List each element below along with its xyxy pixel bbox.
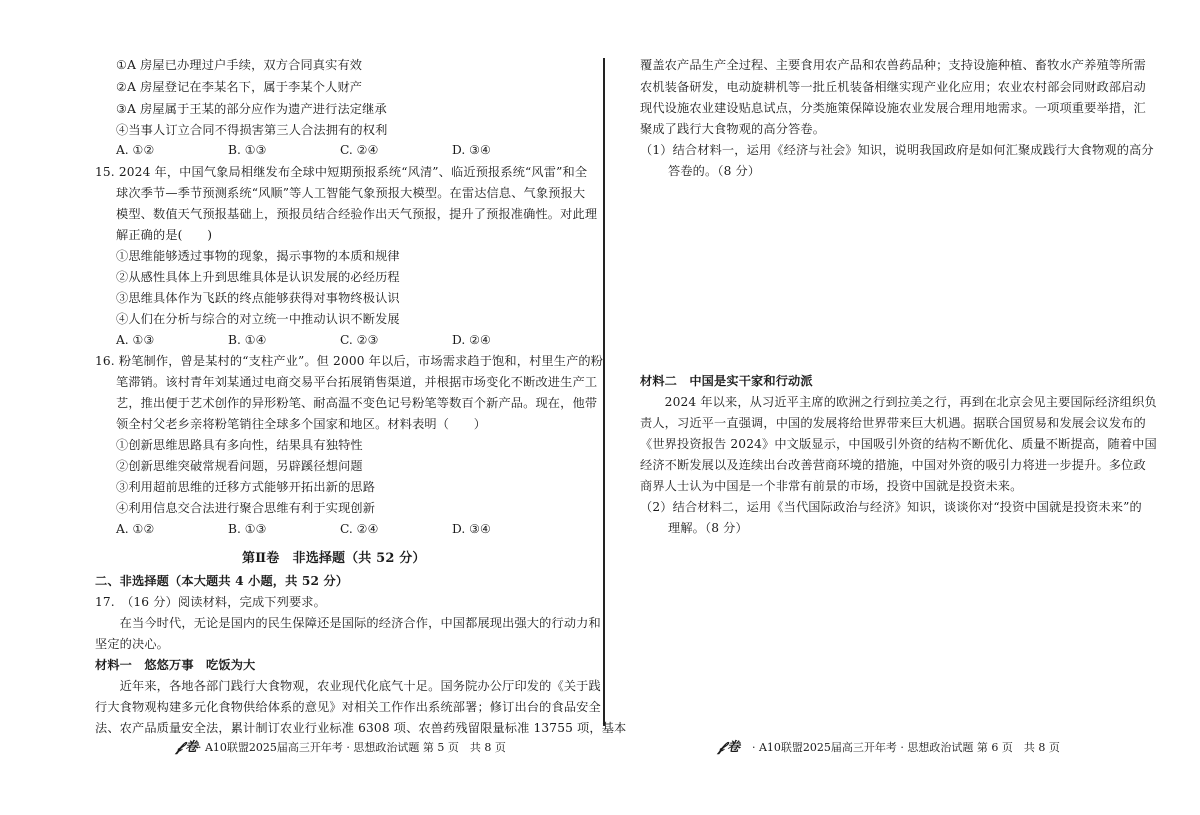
page-footer: · A10联盟2025届高三开年考 · 思想政治试题 第 5 页 共 8 页 xyxy=(198,741,506,754)
subquestion-2-line-2: 理解。（8 分） xyxy=(668,521,748,535)
q14-option-3: ③A 房屋属于王某的部分应作为遗产进行法定继承 xyxy=(116,102,387,116)
q15-choice-a: A. ①③ xyxy=(116,333,155,347)
q16-stem-line-2: 笔滞销。该村青年刘某通过电商交易平台拓展销售渠道，并根据市场变化不断改进生产工 xyxy=(116,375,598,389)
q15-stem-line-1: 15. 2024 年，中国气象局相继发布全球中短期预报系统“风清”、临近预报系统“风雷”和全 xyxy=(95,165,588,179)
q16-option-2: ②创新思维突破常规看问题，另辟蹊径想问题 xyxy=(116,459,363,473)
material-1-cont-line-1: 覆盖农产品生产全过程、主要食用农产品和农兽药品种；支持设施种植、畜牧水产养殖等所需 xyxy=(640,58,1146,72)
subquestion-1-line-2: 答卷的。（8 分） xyxy=(668,164,761,178)
exam-page-6 xyxy=(600,0,1200,815)
brand-logo: 𝓯 卷 xyxy=(718,740,740,755)
material-1-title: 材料一 悠悠万事 吃饭为大 xyxy=(95,658,256,672)
q15-option-3: ③思维具体作为飞跃的终点能够获得对事物终极认识 xyxy=(116,291,400,305)
q14-choice-a: A. ①② xyxy=(116,143,155,157)
q15-choice-b: B. ①④ xyxy=(228,333,267,347)
q17-intro-line-2: 坚定的决心。 xyxy=(95,637,170,651)
material-1-cont-line-3: 现代设施农业建设贴息试点，分类施策保障设施农业发展合理用地需求。一项项重要举措，汇 xyxy=(640,101,1146,115)
q15-stem-line-2: 球次季节—季节预测系统“风顺”等人工智能气象预报大模型。在雷达信息、气象预报大 xyxy=(116,186,586,200)
q16-stem-line-1: 16. 粉笔制作，曾是某村的“支柱产业”。但 2000 年以后，市场需求趋于饱和，村里生产的粉 xyxy=(95,354,604,368)
q15-stem-line-4: 解正确的是( ) xyxy=(116,228,213,242)
q16-choice-a: A. ①② xyxy=(116,522,155,536)
page-footer: · A10联盟2025届高三开年考 · 思想政治试题 第 6 页 共 8 页 xyxy=(752,741,1060,754)
q15-option-2: ②从感性具体上升到思维具体是认识发展的必经历程 xyxy=(116,270,400,284)
subquestion-2-line-1: （2）结合材料二，运用《当代国际政治与经济》知识，谈谈你对“投资中国就是投资未来”的 xyxy=(640,500,1142,514)
q15-choice-c: C. ②③ xyxy=(340,333,379,347)
material-2-line-4: 经济不断发展以及连续出台改善营商环境的措施，中国对外资的吸引力将进一步提升。多位政 xyxy=(640,458,1146,472)
material-2-line-5: 商界人士认为中国是一个非常有前景的市场，投资中国就是投资未来。 xyxy=(640,479,1023,493)
q16-option-4: ④利用信息交合法进行聚合思维有利于实现创新 xyxy=(116,501,376,515)
material-2-line-3: 《世界投资报告 2024》中文版显示，中国吸引外资的结构不断优化、质量不断提高，随着中国 xyxy=(640,437,1157,451)
q16-choice-d: D. ③④ xyxy=(452,522,491,536)
q14-option-1: ①A 房屋已办理过户手续，双方合同真实有效 xyxy=(116,58,363,72)
material-1-cont-line-2: 农机装备研发，电动旋耕机等一批丘机装备相继实现产业化应用；农业农村部会同财政部启动 xyxy=(640,80,1146,94)
q17-heading: 17. （16 分）阅读材料，完成下列要求。 xyxy=(95,595,326,609)
q14-option-4: ④当事人订立合同不得损害第三人合法拥有的权利 xyxy=(116,123,388,137)
q15-choice-d: D. ②④ xyxy=(452,333,491,347)
q15-option-4: ④人们在分析与综合的对立统一中推动认识不断发展 xyxy=(116,312,400,326)
q14-choice-d: D. ③④ xyxy=(452,143,491,157)
q14-choice-c: C. ②④ xyxy=(340,143,379,157)
material-1-line-2: 行大食物观构建多元化食物供给体系的意见》对相关工作作出系统部署；修订出台的食品安全 xyxy=(95,700,601,714)
material-2-line-2: 责人，习近平一直强调，中国的发展将给世界带来巨大机遇。据联合国贸易和发展会议发布的 xyxy=(640,416,1146,430)
q16-choice-b: B. ①③ xyxy=(228,522,267,536)
q16-stem-line-4: 领全村父老乡亲将粉笔销往全球多个国家和地区。材料表明（ ） xyxy=(116,417,487,431)
section-title: 第Ⅱ卷 非选择题（共 52 分） xyxy=(242,551,426,566)
material-1-cont-line-4: 聚成了践行大食物观的高分答卷。 xyxy=(640,122,826,136)
section-subtitle: 二、非选择题（本大题共 4 小题，共 52 分） xyxy=(95,574,349,588)
q16-choice-c: C. ②④ xyxy=(340,522,379,536)
subquestion-1-line-1: （1）结合材料一，运用《经济与社会》知识，说明我国政府是如何汇聚成践行大食物观的高分 xyxy=(640,143,1154,157)
material-1-line-1: 近年来，各地各部门践行大食物观，农业现代化底气十足。国务院办公厅印发的《关于践 xyxy=(95,679,601,693)
q14-option-2: ②A 房屋登记在李某名下，属于李某个人财产 xyxy=(116,80,363,94)
q16-stem-line-3: 艺，推出便于艺术创作的异形粉笔、耐高温不变色记号粉笔等数百个新产品。现在，他带 xyxy=(116,396,598,410)
material-2-title: 材料二 中国是实干家和行动派 xyxy=(640,374,813,388)
q15-stem-line-3: 模型、数值天气预报基础上，预报员结合经验作出天气预报，提升了预报准确性。对此理 xyxy=(116,207,598,221)
q14-choice-b: B. ①③ xyxy=(228,143,267,157)
q17-intro-line-1: 在当今时代，无论是国内的民生保障还是国际的经济合作，中国都展现出强大的行动力和 xyxy=(95,616,601,630)
brand-logo: 𝓯 卷 xyxy=(176,740,198,755)
material-1-line-3: 法、农产品质量安全法，累计制订农业行业标准 6308 项、农兽药残留限量标准 13755 项，基本 xyxy=(95,721,627,735)
q16-option-1: ①创新思维思路具有多向性，结果具有独特性 xyxy=(116,438,363,452)
q15-option-1: ①思维能够透过事物的现象，揭示事物的本质和规律 xyxy=(116,249,400,263)
q16-option-3: ③利用超前思维的迁移方式能够开拓出新的思路 xyxy=(116,480,376,494)
material-2-line-1: 2024 年以来，从习近平主席的欧洲之行到拉美之行，再到在北京会见主要国际经济组织负 xyxy=(640,395,1157,409)
